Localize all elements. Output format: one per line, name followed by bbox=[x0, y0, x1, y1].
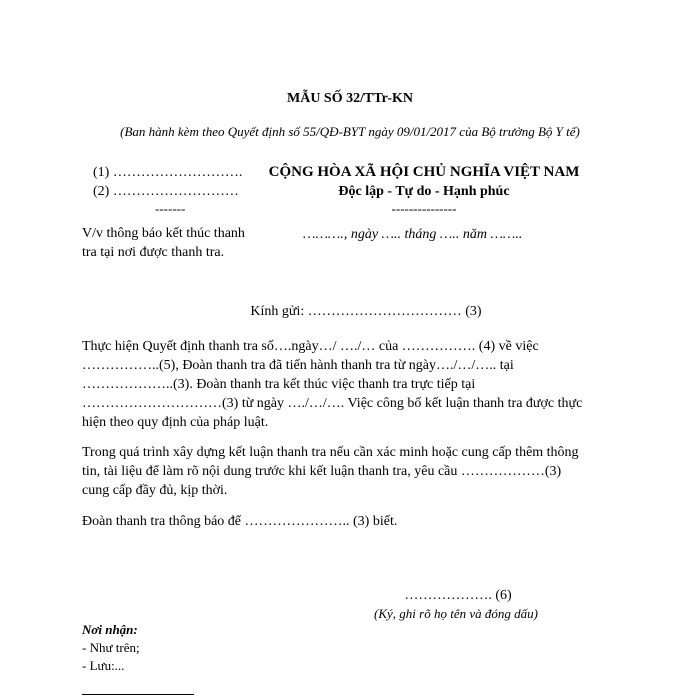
subject-line-2: tra tại nơi được thanh tra. bbox=[82, 245, 225, 260]
paragraph-2-line: Trong quá trình xây dựng kết luận thanh tra nếu cần xác minh hoặc cung cấp thêm thông bbox=[82, 445, 579, 460]
agency-divider: ------- bbox=[155, 201, 186, 216]
paragraph-1 bbox=[82, 337, 622, 432]
agency-line-2: (2) ……………………… bbox=[93, 184, 239, 199]
paragraph-1-line: …………………………(3) từ ngày …./…/…. Việc công bố kết luận thanh tra được thực bbox=[82, 396, 583, 411]
issued-note: (Ban hành kèm theo Quyết định số 55/QĐ-BYT ngày 09/01/2017 của Bộ trưởng Bộ Y tế) bbox=[120, 124, 580, 139]
signature-note: (Ký, ghi rõ họ tên và đóng dấu) bbox=[374, 606, 538, 621]
recipient-line: Kính gửi: …………………………… (3) bbox=[250, 304, 482, 319]
subject-line-1: V/v thông báo kết thúc thanh bbox=[82, 226, 245, 241]
agency-line-1: (1) ………………………. bbox=[93, 165, 243, 180]
footnote-separator bbox=[82, 694, 194, 695]
paragraph-3: Đoàn thanh tra thông báo để ………………….. (3) biết. bbox=[82, 514, 398, 529]
form-code: MẪU SỐ 32/TTr-KN bbox=[287, 91, 413, 106]
recipients-item-2: - Lưu:... bbox=[82, 658, 125, 673]
paragraph-2-line: tin, tài liệu để làm rõ nội dung trước khi kết luận thanh tra, yêu cầu ………………(3) bbox=[82, 464, 562, 479]
paragraph-2 bbox=[82, 443, 622, 500]
date-line: ………., ngày ….. tháng ….. năm …….. bbox=[303, 227, 523, 242]
paragraph-2-line: cung cấp đầy đủ, kịp thời. bbox=[82, 483, 228, 498]
paragraph-1-line: ……………..(5), Đoàn thanh tra đã tiến hành thanh tra từ ngày…./…/….. tại bbox=[82, 358, 514, 373]
paragraph-1-line: Thực hiện Quyết định thanh tra số….ngày…/ …./… của ……………. (4) về việc bbox=[82, 339, 539, 354]
recipients-item-1: - Như trên; bbox=[82, 640, 140, 655]
national-motto: Độc lập - Tự do - Hạnh phúc bbox=[338, 184, 510, 199]
recipients-title: Nơi nhận: bbox=[82, 622, 138, 637]
paragraph-1-line: ………………..(3). Đoàn thanh tra kết thúc việc thanh tra trực tiếp tại bbox=[82, 377, 476, 392]
national-title: CỘNG HÒA XÃ HỘI CHỦ NGHĨA VIỆT NAM bbox=[268, 164, 580, 180]
paragraph-1-line: hiện theo quy định của pháp luật. bbox=[82, 415, 269, 430]
signature-placeholder: ………………. (6) bbox=[404, 588, 512, 603]
national-divider: --------------- bbox=[391, 201, 457, 216]
